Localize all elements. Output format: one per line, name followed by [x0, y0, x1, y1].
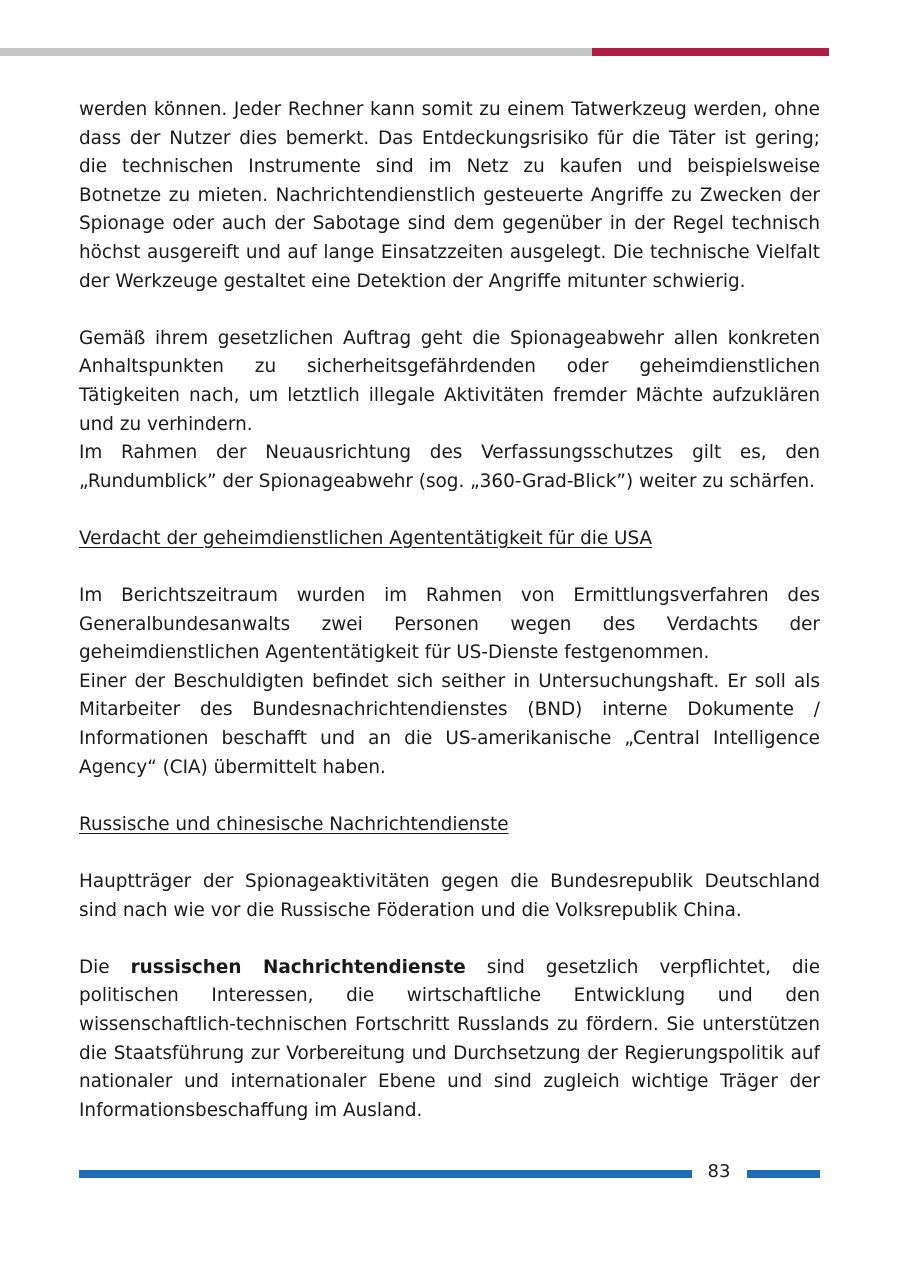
bold-russische-nachrichtendienste: russischen Nachrichtendienste [130, 956, 466, 978]
header-bar-red [592, 48, 829, 56]
section-heading-usa: Verdacht der geheimdienstlichen Agententätigkeit für die USA [79, 527, 653, 549]
paragraph-haupttraeger: Hauptträger der Spionageaktivitäten gegen die Bundesrepublik Deutschland sind nach wie vor die Russische Föderation und die Volksrepublik China. [79, 871, 820, 921]
paragraph-spionageabwehr-auftrag: Gemäß ihrem gesetzlichen Auftrag geht die Spionageabwehr allen konkreten Anhaltspunkten zu sicherheitsgefährdenden oder geheimdienstlichen Tätigkeiten nach, um letztlich illegale Aktivitäten fremder Mächte aufzuklären und zu verhindern. [79, 327, 820, 435]
section-heading-russia-china: Russische und chinesische Nachrichtendienste [79, 813, 509, 835]
document-body [79, 96, 820, 1125]
header-bar-gray [0, 48, 592, 56]
paragraph-russische-dienste-lead: Die [79, 956, 131, 978]
paragraph-russische-dienste-rest: sind gesetzlich verpflichtet, die politischen Interessen, die wirtschaftliche Entwicklung und den wissenschaftlich-technischen Fortschritt Russlands zu fördern. Sie unterstützen die Staatsführung zur Vorbereitung und Durchsetzung der Regierungspolitik auf nationaler und internationaler Ebene und sind zugleich wichtige Träger der Informationsbeschaffung im Ausland. [79, 956, 821, 1121]
page-number: 83 [707, 1161, 731, 1182]
footer-bar-right [747, 1170, 820, 1178]
paragraph-untersuchungshaft: Einer der Beschuldigten befindet sich seither in Untersuchungshaft. Er soll als Mitarbeiter des Bundesnachrichtendienstes (BND) interne Dokumente / Informationen beschafft und an die US-amerikanische „Central Intelligence Agency“ (CIA) übermittelt haben. [79, 670, 820, 778]
footer-bar-left [79, 1170, 692, 1178]
paragraph-rundumblick: Im Rahmen der Neuausrichtung des Verfassungsschutzes gilt es, den „Rundumblick” der Spionageabwehr (sog. „360-Grad-Blick”) weiter zu schärfen. [79, 442, 820, 492]
paragraph-festnahmen: Im Berichtszeitraum wurden im Rahmen von Ermittlungsverfahren des Generalbundesanwalts zwei Personen wegen des Verdachts der geheimdienstlichen Agententätigkeit für US-Dienste festgenommen. [79, 585, 820, 664]
paragraph-russische-dienste [79, 954, 820, 1126]
paragraph-cyber-attacks: werden können. Jeder Rechner kann somit zu einem Tatwerkzeug werden, ohne dass der Nutzer dies bemerkt. Das Entdeckungsrisiko für die Täter ist gering; die technischen Instrumente sind im Netz zu kaufen und beispielsweise Botnetze zu mieten. Nachrichtendienstlich gesteuerte Angriffe zu Zwecken der Spionage oder auch der Sabotage sind dem gegenüber in der Regel technisch höchst ausgereift und auf lange Einsatzzeiten ausgelegt. Die technische Vielfalt der Werkzeuge gestaltet eine Detektion der Angriffe mitunter schwierig. [79, 99, 820, 292]
